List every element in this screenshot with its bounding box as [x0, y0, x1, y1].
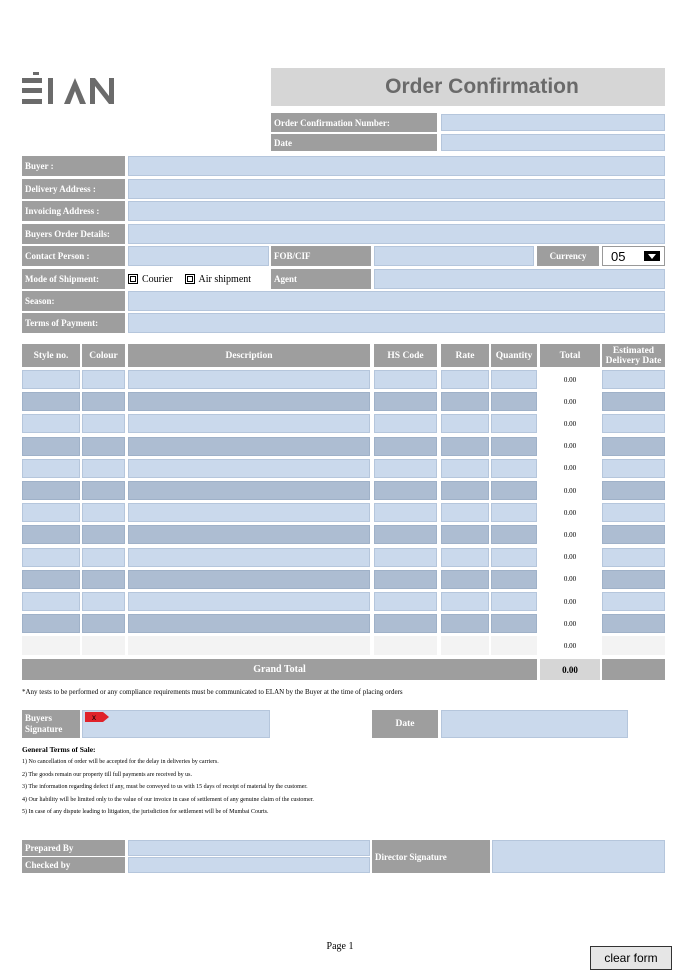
col-estimated-delivery-date: Estimated Delivery Date [602, 344, 665, 367]
quantity-cell[interactable] [491, 592, 537, 611]
term-item: 1) No cancellation of order will be accepted for the delay in deliveries by carriers. [22, 759, 219, 765]
quantity-cell[interactable] [491, 392, 537, 411]
delivery-date-cell[interactable] [602, 437, 665, 456]
term-item: 2) The goods remain our property till full payments are received by us. [22, 771, 193, 778]
buyers-order-details-label: Buyers Order Details: [22, 224, 125, 244]
rate-cell [441, 636, 489, 655]
quantity-cell[interactable] [491, 525, 537, 544]
hs-code-cell[interactable] [374, 525, 437, 544]
total-cell: 0.00 [540, 392, 600, 411]
director-signature-field[interactable] [492, 840, 665, 873]
colour-cell[interactable] [82, 459, 125, 478]
total-cell: 0.00 [540, 548, 600, 567]
contact-person-label: Contact Person : [22, 246, 125, 266]
elan-logo [20, 72, 130, 114]
term-item: 5) In case of any dispute leading to litigation, the jurisdiction for settlement will be of Mumbai Courts. [22, 809, 269, 815]
total-cell: 0.00 [540, 614, 600, 633]
hs-code-cell [374, 636, 437, 655]
rate-cell[interactable] [441, 592, 489, 611]
elan-logo-mark [20, 72, 130, 114]
quantity-cell[interactable] [491, 503, 537, 522]
style-no-cell[interactable] [22, 592, 80, 611]
style-no-cell[interactable] [22, 570, 80, 589]
compliance-note: *Any tests to be performed or any compliance requirements must be communicated to ELAN by the Buyer at the time of placing orders [22, 688, 403, 696]
rate-cell[interactable] [441, 414, 489, 433]
invoicing-address-label: Invoicing Address : [22, 201, 125, 221]
prepared-by-label: Prepared By [22, 840, 125, 856]
currency-value: 05 [611, 248, 626, 264]
air-shipment-label: Air shipment [198, 273, 252, 285]
hs-code-cell[interactable] [374, 570, 437, 589]
hs-code-cell[interactable] [374, 548, 437, 567]
delivery-date-cell [602, 636, 665, 655]
hs-code-cell[interactable] [374, 392, 437, 411]
col-style-no: Style no. [22, 344, 80, 367]
mode-of-shipment-label: Mode of Shipment: [22, 269, 125, 289]
quantity-cell[interactable] [491, 437, 537, 456]
delivery-date-cell[interactable] [602, 392, 665, 411]
checked-by-input[interactable] [128, 857, 370, 873]
delivery-date-cell[interactable] [602, 592, 665, 611]
description-cell[interactable] [128, 592, 370, 611]
style-no-cell[interactable] [22, 614, 80, 633]
rate-cell[interactable] [441, 525, 489, 544]
style-no-cell[interactable] [22, 548, 80, 567]
season-label: Season: [22, 291, 125, 311]
quantity-cell[interactable] [491, 548, 537, 567]
svg-text:x: x [92, 713, 96, 722]
rate-cell[interactable] [441, 503, 489, 522]
total-cell: 0.00 [540, 525, 600, 544]
term-item: 4) Our liability will be limited only to the value of our invoice in case of settlement of any genuine claim of the customer. [22, 796, 314, 803]
rate-cell[interactable] [441, 481, 489, 500]
shipment-options [128, 269, 271, 289]
grand-total-label: Grand Total [22, 659, 537, 680]
rate-cell[interactable] [441, 548, 489, 567]
description-cell[interactable] [128, 548, 370, 567]
description-cell[interactable] [128, 570, 370, 589]
delivery-address-input[interactable] [128, 179, 665, 199]
invoicing-address-input[interactable] [128, 201, 665, 221]
colour-cell[interactable] [82, 414, 125, 433]
quantity-cell[interactable] [491, 570, 537, 589]
agent-input[interactable] [374, 269, 665, 289]
grand-total-value: 0.00 [540, 659, 600, 680]
clear-form-button[interactable]: clear form [590, 946, 672, 970]
delivery-date-cell[interactable] [602, 370, 665, 389]
quantity-cell[interactable] [491, 459, 537, 478]
delivery-date-cell[interactable] [602, 503, 665, 522]
colour-cell[interactable] [82, 548, 125, 567]
buyer-input[interactable] [128, 156, 665, 176]
total-cell: 0.00 [540, 570, 600, 589]
rate-cell[interactable] [441, 392, 489, 411]
signature-date-label: Date [372, 710, 438, 738]
rate-cell[interactable] [441, 614, 489, 633]
page-number: Page 1 [326, 941, 354, 952]
checked-by-label: Checked by [22, 857, 125, 873]
hs-code-cell[interactable] [374, 414, 437, 433]
fob-cif-label: FOB/CIF [271, 246, 371, 266]
delivery-date-cell[interactable] [602, 548, 665, 567]
order-date-input[interactable] [441, 134, 665, 151]
col-colour: Colour [82, 344, 125, 367]
hs-code-cell[interactable] [374, 481, 437, 500]
agent-label: Agent [271, 269, 371, 289]
dropdown-arrow-icon[interactable] [644, 251, 660, 261]
currency-label [537, 246, 599, 266]
delivery-date-cell[interactable] [602, 614, 665, 633]
col-hs-code: HS Code [374, 344, 437, 367]
description-cell[interactable] [128, 481, 370, 500]
colour-cell[interactable] [82, 503, 125, 522]
courier-label: Courier [142, 273, 173, 285]
style-no-cell[interactable] [22, 392, 80, 411]
rate-cell[interactable] [441, 459, 489, 478]
hs-code-cell[interactable] [374, 437, 437, 456]
style-no-cell[interactable] [22, 414, 80, 433]
style-no-cell [22, 636, 80, 655]
quantity-cell [491, 636, 537, 655]
signature-date-input[interactable] [441, 710, 628, 738]
ocn-label: Order Confirmation Number: [271, 113, 437, 132]
quantity-cell[interactable] [491, 614, 537, 633]
colour-cell[interactable] [82, 392, 125, 411]
colour-cell[interactable] [82, 592, 125, 611]
colour-cell[interactable] [82, 481, 125, 500]
style-no-cell[interactable] [22, 459, 80, 478]
total-cell: 0.00 [540, 503, 600, 522]
total-cell: 0.00 [540, 459, 600, 478]
buyers-signature-label: Buyers Signature [22, 710, 80, 738]
description-cell[interactable] [128, 614, 370, 633]
director-signature-label: Director Signature [372, 840, 490, 873]
total-cell: 0.00 [540, 414, 600, 433]
quantity-cell[interactable] [491, 481, 537, 500]
rate-cell[interactable] [441, 570, 489, 589]
contact-person-input[interactable] [128, 246, 269, 266]
total-cell: 0.00 [540, 370, 600, 389]
buyer-label: Buyer : [22, 156, 125, 176]
description-cell[interactable] [128, 525, 370, 544]
description-cell[interactable] [128, 503, 370, 522]
courier-checkbox[interactable] [128, 274, 138, 284]
prepared-by-input[interactable] [128, 840, 370, 856]
col-quantity: Quantity [491, 344, 537, 367]
general-terms-title: General Terms of Sale: [22, 745, 96, 754]
sign-here-flag-icon [85, 711, 111, 723]
delivery-date-cell[interactable] [602, 414, 665, 433]
total-cell: 0.00 [540, 636, 600, 655]
description-cell [128, 636, 370, 655]
description-cell[interactable] [128, 392, 370, 411]
total-cell: 0.00 [540, 437, 600, 456]
col-description: Description [128, 344, 370, 367]
currency-select[interactable] [602, 246, 665, 266]
colour-cell[interactable] [82, 370, 125, 389]
quantity-cell[interactable] [491, 370, 537, 389]
grand-total-spacer [602, 659, 665, 680]
title-bar [271, 68, 665, 106]
rate-cell[interactable] [441, 370, 489, 389]
colour-cell[interactable] [82, 570, 125, 589]
order-date-label: Date [271, 134, 437, 151]
ocn-input[interactable] [441, 114, 665, 131]
description-cell[interactable] [128, 459, 370, 478]
hs-code-cell[interactable] [374, 592, 437, 611]
terms-of-payment-input[interactable] [128, 313, 665, 333]
colour-cell[interactable] [82, 525, 125, 544]
fob-cif-input[interactable] [374, 246, 534, 266]
general-terms [22, 745, 665, 819]
hs-code-cell[interactable] [374, 614, 437, 633]
style-no-cell[interactable] [22, 481, 80, 500]
currency-label-text: Currency [549, 251, 587, 261]
colour-cell[interactable] [82, 614, 125, 633]
quantity-cell[interactable] [491, 414, 537, 433]
description-cell[interactable] [128, 414, 370, 433]
delivery-date-cell[interactable] [602, 570, 665, 589]
term-item: 3) The information regarding defect if any, must be conveyed to us with 15 days of receipt of material by the customer. [22, 784, 308, 790]
rate-cell[interactable] [441, 437, 489, 456]
page-title: Order Confirmation [385, 75, 579, 98]
delivery-address-label: Delivery Address : [22, 179, 125, 199]
buyers-order-details-input[interactable] [128, 224, 665, 244]
description-cell[interactable] [128, 437, 370, 456]
total-cell: 0.00 [540, 592, 600, 611]
col-rate: Rate [441, 344, 489, 367]
style-no-cell[interactable] [22, 370, 80, 389]
hs-code-cell[interactable] [374, 459, 437, 478]
delivery-date-cell[interactable] [602, 481, 665, 500]
hs-code-cell[interactable] [374, 503, 437, 522]
terms-of-payment-label: Terms of Payment: [22, 313, 125, 333]
col-total: Total [540, 344, 600, 367]
season-input[interactable] [128, 291, 665, 311]
buyers-signature-field[interactable] [82, 710, 270, 738]
delivery-date-cell[interactable] [602, 525, 665, 544]
style-no-cell[interactable] [22, 525, 80, 544]
style-no-cell[interactable] [22, 437, 80, 456]
colour-cell[interactable] [82, 437, 125, 456]
delivery-date-cell[interactable] [602, 459, 665, 478]
air-shipment-checkbox[interactable] [185, 274, 195, 284]
hs-code-cell[interactable] [374, 370, 437, 389]
total-cell: 0.00 [540, 481, 600, 500]
style-no-cell[interactable] [22, 503, 80, 522]
description-cell[interactable] [128, 370, 370, 389]
colour-cell [82, 636, 125, 655]
